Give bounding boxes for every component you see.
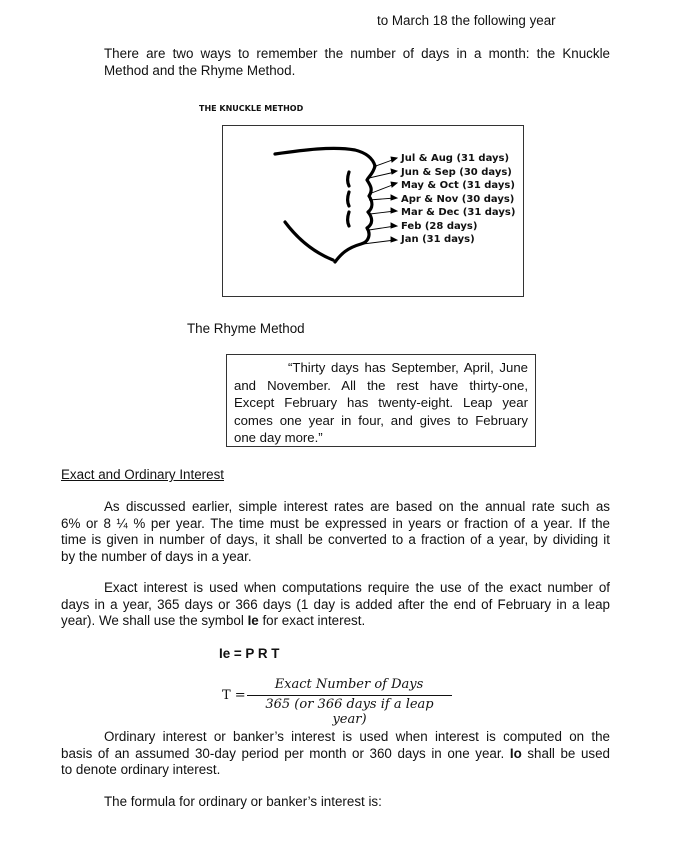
month-entry: Jun & Sep (30 days) <box>401 166 512 178</box>
paragraph-text: shall be used <box>521 745 610 761</box>
month-list <box>401 152 515 247</box>
ordinary-interest-symbol: Io <box>509 745 522 761</box>
rhyme-line: one day more.” <box>234 430 323 445</box>
time-fraction-numerator: Exact Number of Days <box>274 677 424 692</box>
month-entry: Feb (28 days) <box>401 220 478 232</box>
knuckle-outline <box>335 166 375 262</box>
paragraph-text: basis of an assumed 30-day period per month or 360 days in one year. <box>61 745 510 761</box>
knuckle-method-caption: THE KNUCKLE METHOD <box>199 104 304 113</box>
rhyme-box <box>226 354 536 447</box>
fist-top-outline <box>275 148 375 166</box>
rhyme-line: “Thirty days has September, April, June <box>288 360 528 375</box>
paragraph-line: days in a year, 365 days or 366 days (1 day is added after the end of February in a leap <box>61 596 610 612</box>
continued-line: to March 18 the following year <box>377 13 556 28</box>
finger-line-2 <box>348 192 350 206</box>
paragraph-line: Ordinary interest or banker’s interest is used when interest is computed on the <box>104 729 610 744</box>
paragraph-text: for exact interest. <box>258 613 366 628</box>
paragraph-line <box>61 746 610 763</box>
paragraph-line: time is given in number of days, it shall be converted to a fraction of a year, by dividing it <box>61 532 610 547</box>
intro-paragraph <box>104 46 610 80</box>
paragraph-line: As discussed earlier, simple interest rates are based on the annual rate such as <box>104 499 610 514</box>
time-fraction-denominator: 365 (or 366 days if a leap year) <box>265 697 434 727</box>
time-fraction-lhs: T = <box>222 688 246 703</box>
exact-interest-formula: Ie = P R T <box>219 646 280 661</box>
month-entry: Jan (31 days) <box>401 234 475 245</box>
ordinary-formula-intro: The formula for ordinary or banker’s interest is: <box>104 794 382 809</box>
exact-interest-symbol: Ie <box>247 613 259 628</box>
intro-line-1: There are two ways to remember the number of days in a month: the Knuckle <box>104 46 610 61</box>
section-heading: Exact and Ordinary Interest <box>61 467 224 482</box>
paragraph-line: Exact interest is used when computations require the use of the exact number of <box>104 580 610 595</box>
rhyme-method-heading: The Rhyme Method <box>187 321 305 336</box>
paragraph-simple-interest <box>61 499 610 565</box>
finger-line-1 <box>348 172 350 186</box>
month-entry: Mar & Dec (31 days) <box>401 207 516 218</box>
paragraph-text: year). We shall use the symbol <box>61 613 248 628</box>
month-entry: Apr & Nov (30 days) <box>401 193 515 205</box>
paragraph-line: to denote ordinary interest. <box>61 762 221 777</box>
knuckle-figure <box>222 125 524 297</box>
finger-line-3 <box>348 212 350 226</box>
paragraph-line: by the number of days in a year. <box>61 548 252 564</box>
month-entry: Jul & Aug (31 days) <box>401 153 510 164</box>
intro-line-2: Method and the Rhyme Method. <box>104 63 296 78</box>
rhyme-line: Except February has twenty-eight. Leap year <box>234 395 528 410</box>
fraction-bar <box>247 695 452 696</box>
wrist-outline <box>285 222 333 260</box>
month-entry: May & Oct (31 days) <box>401 180 515 191</box>
rhyme-line: and November. All the rest have thirty-one, <box>234 377 528 393</box>
paragraph-exact-interest <box>61 580 610 630</box>
paragraph-line: 6% or 8 ¼ % per year. The time must be expressed in years or fraction of a year. If the <box>61 515 610 531</box>
paragraph-ordinary-interest <box>61 729 610 779</box>
rhyme-line: comes one year in four, and gives to February <box>234 412 528 428</box>
